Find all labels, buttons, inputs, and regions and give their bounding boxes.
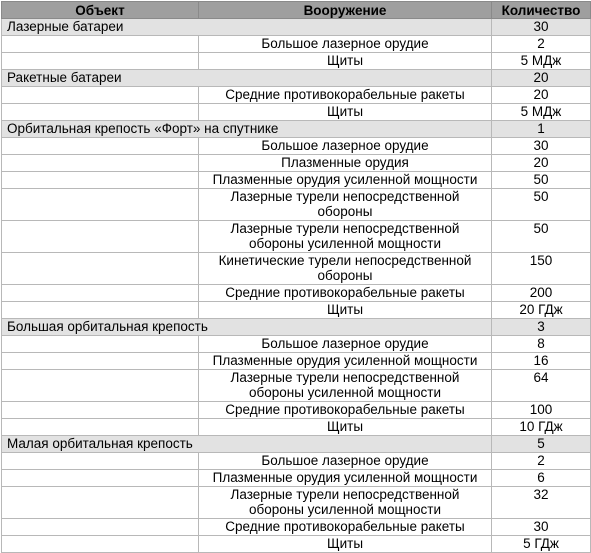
weapon-quantity: 150 <box>492 253 591 285</box>
table-row <box>2 302 591 319</box>
armament-table <box>1 1 591 553</box>
object-row <box>2 19 591 36</box>
weapon-name: Плазменные орудия усиленной мощности <box>199 172 492 189</box>
object-name: Ракетные батареи <box>2 70 492 87</box>
weapon-quantity: 20 ГДж <box>492 302 591 319</box>
weapon-quantity: 6 <box>492 470 591 487</box>
weapon-quantity: 50 <box>492 189 591 221</box>
object-count: 1 <box>492 121 591 138</box>
table-row <box>2 221 591 253</box>
empty-cell <box>2 155 199 172</box>
weapon-quantity: 5 МДж <box>492 53 591 70</box>
empty-cell <box>2 419 199 436</box>
weapon-quantity: 32 <box>492 487 591 519</box>
weapon-quantity: 20 <box>492 155 591 172</box>
weapon-name: Средние противокорабельные ракеты <box>199 402 492 419</box>
weapon-name: Плазменные орудия усиленной мощности <box>199 470 492 487</box>
table-row <box>2 453 591 470</box>
weapon-quantity: 5 ГДж <box>492 536 591 553</box>
header-armament: Вооружение <box>199 2 492 19</box>
object-row <box>2 319 591 336</box>
empty-cell <box>2 53 199 70</box>
weapon-name: Щиты <box>199 536 492 553</box>
table-row <box>2 470 591 487</box>
empty-cell <box>2 453 199 470</box>
table-row <box>2 253 591 285</box>
weapon-name: Средние противокорабельные ракеты <box>199 285 492 302</box>
weapon-name: Средние противокорабельные ракеты <box>199 519 492 536</box>
table-row <box>2 487 591 519</box>
weapon-name: Лазерные турели непосредственной обороны усиленной мощности <box>199 370 492 402</box>
empty-cell <box>2 370 199 402</box>
weapon-quantity: 64 <box>492 370 591 402</box>
empty-cell <box>2 402 199 419</box>
table-header-row <box>2 2 591 19</box>
object-name: Большая орбитальная крепость <box>2 319 492 336</box>
table-row <box>2 536 591 553</box>
weapon-name: Щиты <box>199 419 492 436</box>
table-row <box>2 155 591 172</box>
empty-cell <box>2 302 199 319</box>
empty-cell <box>2 104 199 121</box>
weapon-name: Лазерные турели непосредственной обороны усиленной мощности <box>199 221 492 253</box>
weapon-quantity: 16 <box>492 353 591 370</box>
weapon-name: Кинетические турели непосредственной обороны <box>199 253 492 285</box>
weapon-quantity: 20 <box>492 87 591 104</box>
object-row <box>2 436 591 453</box>
weapon-name: Лазерные турели непосредственной обороны <box>199 189 492 221</box>
weapon-quantity: 200 <box>492 285 591 302</box>
weapon-quantity: 100 <box>492 402 591 419</box>
weapon-quantity: 30 <box>492 138 591 155</box>
weapon-quantity: 10 ГДж <box>492 419 591 436</box>
header-quantity: Количество <box>492 2 591 19</box>
weapon-quantity: 8 <box>492 336 591 353</box>
table-row <box>2 138 591 155</box>
object-name: Орбитальная крепость «Форт» на спутнике <box>2 121 492 138</box>
empty-cell <box>2 36 199 53</box>
table-row <box>2 519 591 536</box>
table-row <box>2 419 591 436</box>
weapon-name: Большое лазерное орудие <box>199 336 492 353</box>
table-row <box>2 104 591 121</box>
header-object: Объект <box>2 2 199 19</box>
object-count: 5 <box>492 436 591 453</box>
weapon-name: Щиты <box>199 53 492 70</box>
weapon-name: Щиты <box>199 302 492 319</box>
weapon-name: Щиты <box>199 104 492 121</box>
empty-cell <box>2 138 199 155</box>
empty-cell <box>2 87 199 104</box>
empty-cell <box>2 470 199 487</box>
empty-cell <box>2 253 199 285</box>
object-count: 3 <box>492 319 591 336</box>
empty-cell <box>2 487 199 519</box>
table-row <box>2 87 591 104</box>
object-row <box>2 70 591 87</box>
object-count: 20 <box>492 70 591 87</box>
table-row <box>2 172 591 189</box>
empty-cell <box>2 172 199 189</box>
object-row <box>2 121 591 138</box>
weapon-name: Плазменные орудия <box>199 155 492 172</box>
empty-cell <box>2 285 199 302</box>
object-name: Лазерные батареи <box>2 19 492 36</box>
empty-cell <box>2 336 199 353</box>
table-row <box>2 370 591 402</box>
weapon-quantity: 2 <box>492 453 591 470</box>
weapon-name: Средние противокорабельные ракеты <box>199 87 492 104</box>
weapon-quantity: 30 <box>492 519 591 536</box>
table-row <box>2 336 591 353</box>
weapon-name: Большое лазерное орудие <box>199 138 492 155</box>
weapon-quantity: 2 <box>492 36 591 53</box>
weapon-name: Большое лазерное орудие <box>199 453 492 470</box>
empty-cell <box>2 519 199 536</box>
weapon-name: Лазерные турели непосредственной обороны усиленной мощности <box>199 487 492 519</box>
weapon-name: Плазменные орудия усиленной мощности <box>199 353 492 370</box>
table-row <box>2 285 591 302</box>
empty-cell <box>2 536 199 553</box>
empty-cell <box>2 221 199 253</box>
object-name: Малая орбитальная крепость <box>2 436 492 453</box>
object-count: 30 <box>492 19 591 36</box>
weapon-quantity: 50 <box>492 172 591 189</box>
table-row <box>2 36 591 53</box>
table-row <box>2 53 591 70</box>
weapon-name: Большое лазерное орудие <box>199 36 492 53</box>
weapon-quantity: 5 МДж <box>492 104 591 121</box>
table-row <box>2 189 591 221</box>
empty-cell <box>2 189 199 221</box>
weapon-quantity: 50 <box>492 221 591 253</box>
table-row <box>2 353 591 370</box>
empty-cell <box>2 353 199 370</box>
table-row <box>2 402 591 419</box>
